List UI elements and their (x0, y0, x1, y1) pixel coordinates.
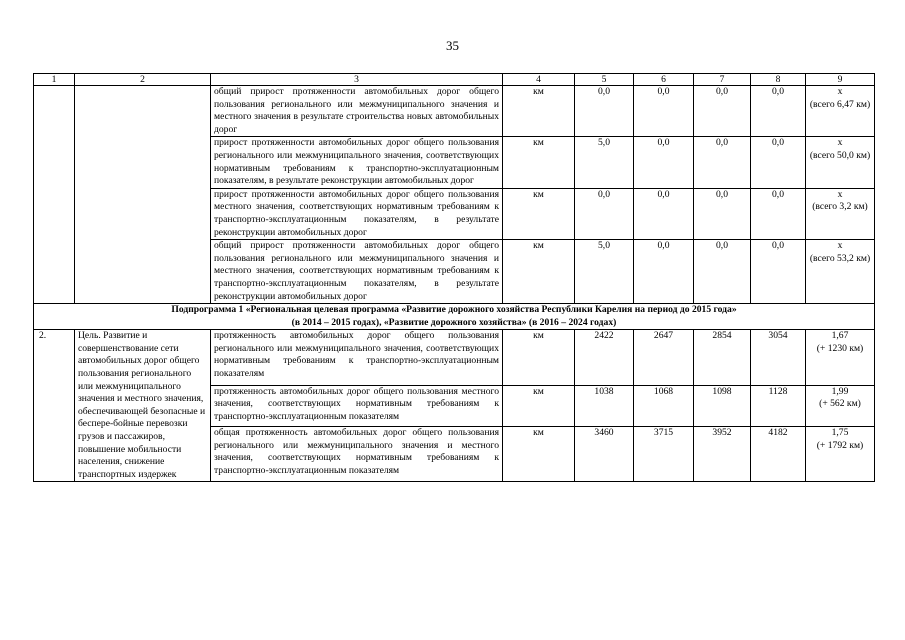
unit-cell: км (503, 240, 575, 304)
col-header-4: 4 (503, 74, 575, 86)
col-header-8: 8 (751, 74, 806, 86)
value-cell: 0,0 (751, 188, 806, 239)
empty-number-cell (34, 86, 75, 304)
page-number: 35 (446, 38, 459, 53)
total-cell (806, 385, 875, 427)
total-note: (+ 562 км) (819, 398, 861, 410)
total-note: (всего 3,2 км) (812, 201, 868, 213)
col-header-6: 6 (634, 74, 694, 86)
column-number-row (34, 74, 875, 86)
subprogram-heading (34, 304, 875, 330)
unit-cell: км (503, 385, 575, 427)
value-cell: 2647 (634, 330, 694, 385)
indicator-text: общий прирост протяженности автомобильных дорог общего пользования регионального или межмуниципального значения и местного значения, соответствующих нормативным требованиям к транспортно-эксплуатационным показателям, в результате реконструкции автомобильных дорог (211, 240, 503, 304)
col-header-5: 5 (575, 74, 634, 86)
total-note: (+ 1230 км) (816, 342, 864, 354)
col-header-1: 1 (34, 74, 75, 86)
value-cell: 1068 (634, 385, 694, 427)
value-cell: 0,0 (634, 240, 694, 304)
value-cell: 5,0 (575, 240, 634, 304)
total-value: х (837, 240, 843, 252)
subprogram-line-1: Подпрограмма 1 «Региональная целевая программа «Развитие дорожного хозяйства Республики Карелия на период до 2015 года» (171, 304, 737, 316)
value-cell: 2854 (694, 330, 751, 385)
unit-cell: км (503, 188, 575, 239)
unit-cell: км (503, 137, 575, 188)
total-value: х (837, 137, 843, 149)
unit-cell: км (503, 330, 575, 385)
value-cell: 3460 (575, 427, 634, 482)
col-header-2: 2 (75, 74, 211, 86)
value-cell: 0,0 (694, 86, 751, 137)
total-value: х (837, 188, 843, 200)
indicator-text: общая протяженность автомобильных дорог общего пользования регионального или межмуниципального значения и местного значения, соответствующих нормативным требованиям к транспортно-эксплуатационным показателям (211, 427, 503, 482)
unit-cell: км (503, 86, 575, 137)
total-value: х (837, 86, 843, 97)
total-note: (всего 53,2 км) (809, 252, 871, 264)
value-cell: 0,0 (575, 188, 634, 239)
value-cell: 1038 (575, 385, 634, 427)
value-cell: 0,0 (634, 137, 694, 188)
total-value: 1,67 (831, 330, 849, 342)
table-row (34, 86, 875, 137)
indicator-text: прирост протяженности автомобильных дорог общего пользования регионального или межмуниципального значения, соответствующих нормативным требованиям к транспортно-эксплуатационным показателям, в результате реконструкции автомобильных дорог (211, 137, 503, 188)
indicator-text: общий прирост протяженности автомобильных дорог общего пользования регионального или межмуниципального значения и местного значения в результате строительства новых автомобильных дорог (211, 86, 503, 137)
goal-text: Цель. Развитие и совершенствование сети автомобильных дорог общего пользования регионального или межмуниципального значения и местного значения, обеспечивающей безопасные и беспере-бойные перевозки грузов и пассажиров, повышение мобильности населения, снижение транспортных издержек (75, 330, 211, 482)
indicator-text: прирост протяженности автомобильных дорог общего пользования местного значения, соответствующих нормативным требованиям к транспортно-эксплуатационным показателям, в результате реконструкции автомобильных дорог (211, 188, 503, 239)
value-cell: 0,0 (751, 137, 806, 188)
value-cell: 4182 (751, 427, 806, 482)
indicators-table (33, 73, 875, 482)
total-cell (806, 330, 875, 385)
value-cell: 3952 (694, 427, 751, 482)
indicator-text: протяженность автомобильных дорог общего пользования регионального или межмуниципального значения, соответствующих нормативным требованиям к транспортно-эксплуатационным показателям (211, 330, 503, 385)
value-cell: 0,0 (694, 137, 751, 188)
value-cell: 0,0 (575, 86, 634, 137)
value-cell: 1098 (694, 385, 751, 427)
value-cell: 0,0 (634, 188, 694, 239)
unit-cell: км (503, 427, 575, 482)
total-value: 1,99 (831, 385, 849, 397)
total-note: (всего 6,47 км) (809, 98, 871, 110)
value-cell: 5,0 (575, 137, 634, 188)
total-note: (всего 50,0 км) (809, 149, 871, 161)
value-cell: 0,0 (634, 86, 694, 137)
col-header-3: 3 (211, 74, 503, 86)
value-cell: 0,0 (751, 86, 806, 137)
total-note: (+ 1792 км) (816, 439, 864, 451)
empty-goal-cell (75, 86, 211, 304)
col-header-7: 7 (694, 74, 751, 86)
value-cell: 3715 (634, 427, 694, 482)
goal-number: 2. (34, 330, 75, 482)
value-cell: 0,0 (694, 188, 751, 239)
value-cell: 1128 (751, 385, 806, 427)
total-cell (806, 427, 875, 482)
total-cell (806, 240, 875, 304)
total-cell (806, 86, 875, 137)
total-value: 1,75 (831, 427, 849, 439)
value-cell: 0,0 (751, 240, 806, 304)
total-cell (806, 137, 875, 188)
value-cell: 3054 (751, 330, 806, 385)
total-cell (806, 188, 875, 239)
value-cell: 0,0 (694, 240, 751, 304)
col-header-9: 9 (806, 74, 875, 86)
table-row (34, 330, 875, 385)
value-cell: 2422 (575, 330, 634, 385)
subprogram-row (34, 304, 875, 330)
subprogram-line-2: (в 2014 – 2015 годах), «Развитие дорожного хозяйства» (в 2016 – 2024 годах) (291, 316, 617, 328)
indicator-text: протяженность автомобильных дорог общего пользования местного значения, соответствующих нормативным требованиям к транспортно-эксплуатационным показателям (211, 385, 503, 427)
